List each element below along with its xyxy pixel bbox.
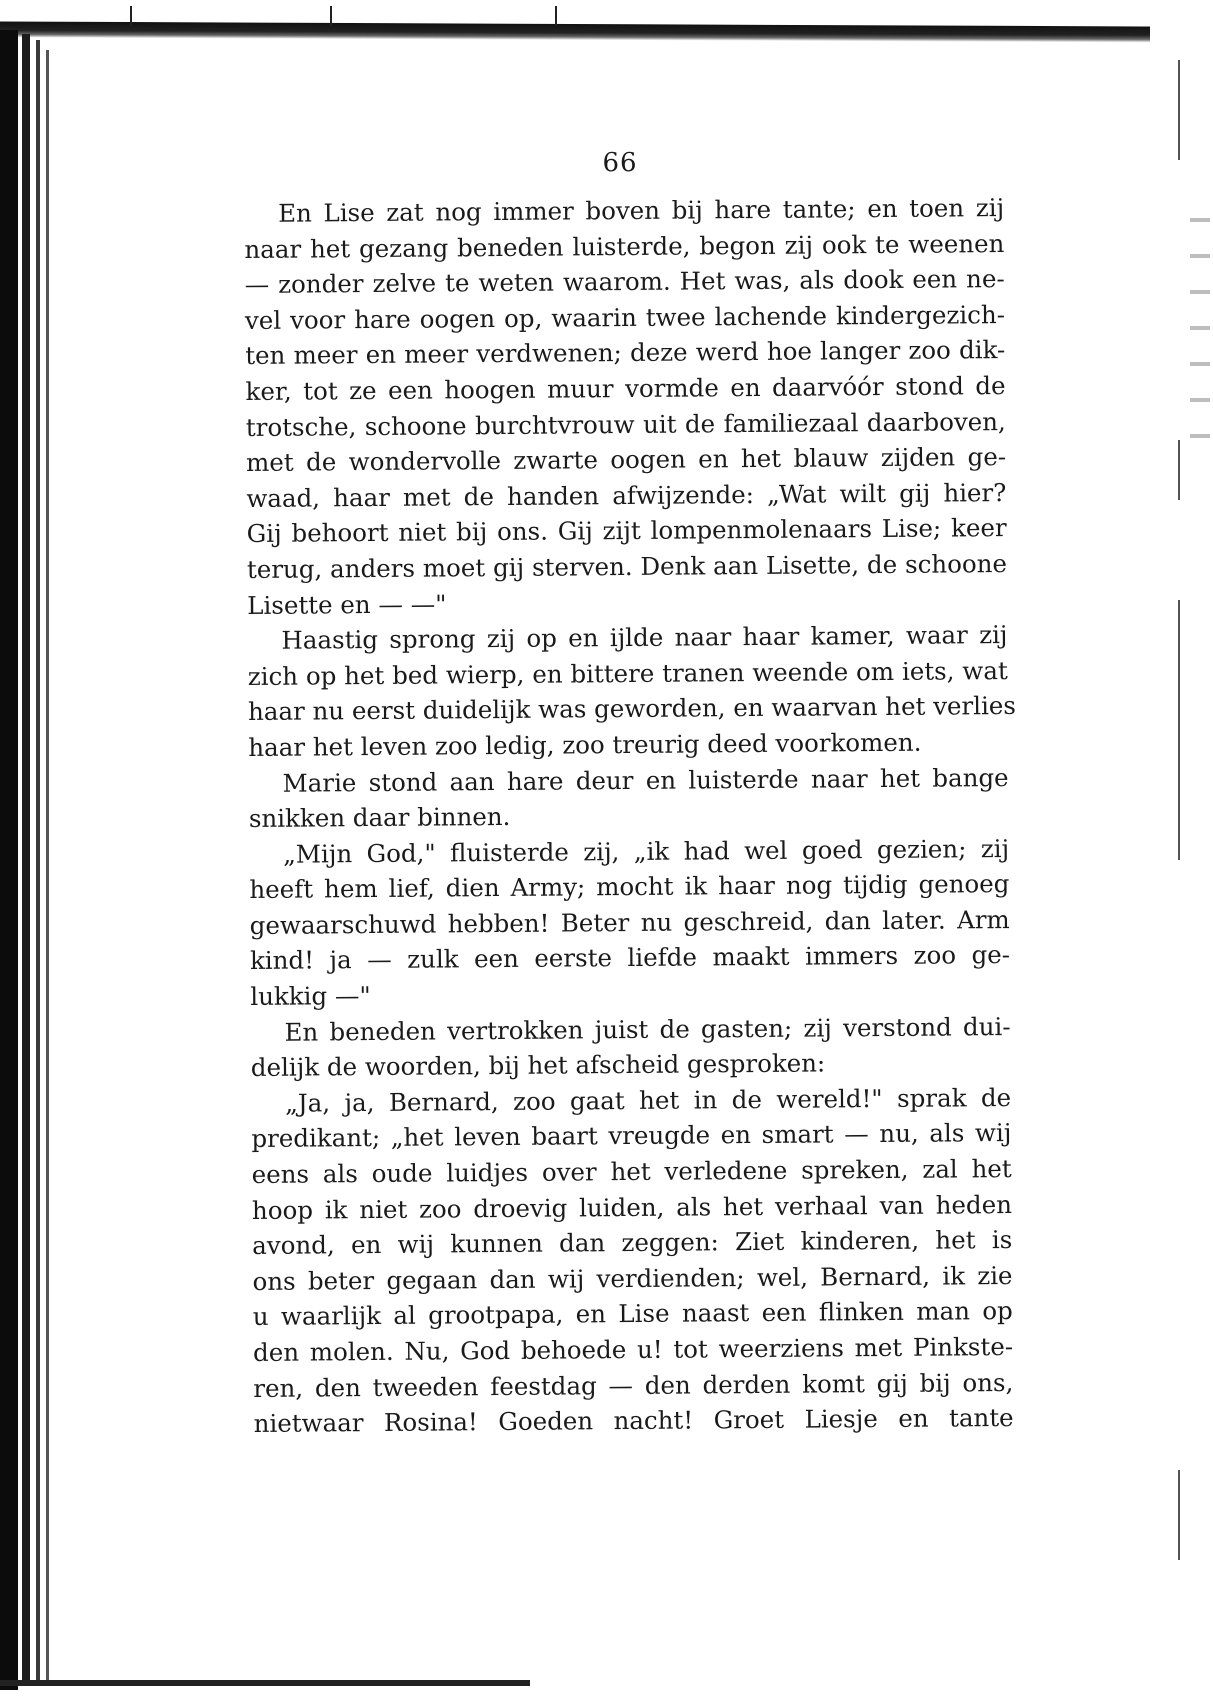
text-line: „Ja, ja, Bernard, zoo gaat het in de wereld!" sprak de (285, 1082, 1012, 1118)
text-line: naar het gezang beneden luisterde, begon zij ook te weenen (244, 228, 1005, 264)
text-line: zich op het bed wierp, en bittere tranen weende om iets, wat (247, 655, 1008, 691)
text-line: haar het leven zoo ledig, zoo treurig deed voorkomen. (248, 727, 922, 762)
scan-noise (1190, 200, 1210, 460)
text-line: delijk de woorden, bij het afscheid gesproken: (250, 1048, 826, 1083)
text-line: ker, tot ze een hoogen muur vormde en daarvóór stond de (245, 370, 1006, 406)
text-line: ons beter gegaan dan wij verdienden; wel, Bernard, ik zie (252, 1260, 1013, 1296)
text-line: nietwaar Rosina! Goeden nacht! Groet Liesje en tante (253, 1403, 1014, 1439)
text-line: Haastig sprong zij op en ijlde naar haar kamer, waar zij (281, 620, 1008, 655)
text-line: hoop ik niet zoo droevig luiden, als het verhaal van heden (251, 1189, 1013, 1225)
text-line: gewaarschuwd hebben! Beter nu geschreid, dan later. Arm (249, 904, 1010, 940)
scan-right-mark (1178, 1470, 1180, 1560)
text-line: En Lise zat nog immer boven bij hare tante; en toen zij (278, 193, 1005, 228)
text-line: avond, en wij kunnen dan zeggen: Ziet kinderen, het is (252, 1225, 1013, 1261)
scan-mark (130, 6, 132, 26)
text-line: ren, den tweeden feestdag — den derden komt gij bij ons, (253, 1367, 1014, 1403)
text-line: snikken daar binnen. (248, 802, 511, 834)
text-line: haar nu eerst duidelijk was geworden, en waarvan het verlies (247, 691, 1017, 727)
scan-top-edge (0, 21, 1150, 42)
text-line: u waarlijk al grootpapa, en Lise naast een flinken man op (252, 1296, 1013, 1332)
body-text (244, 190, 1017, 1442)
text-line: En beneden vertrokken juist de gasten; zij verstond dui- (284, 1011, 1011, 1047)
text-line: waad, haar met de handen afwijzende: „Wat wilt gij hier? (246, 477, 1007, 513)
text-line: Lisette en — —" (247, 588, 447, 620)
text-line: vel voor hare oogen op, waarin twee lachende kindergezich- (244, 299, 1006, 335)
text-line: lukkig —" (250, 981, 371, 1012)
page-number: 66 (602, 148, 638, 178)
text-line: eens als oude luidjes over het verledene spreken, zal het (251, 1154, 1012, 1190)
scan-mark (555, 6, 557, 26)
scan-mark (330, 6, 332, 26)
text-line: Gij behoort niet bij ons. Gij zijt lompenmolenaars Lise; keer (246, 513, 1007, 549)
scan-binding-edge (0, 30, 18, 1690)
text-line: Marie stond aan hare deur en luisterde naar het bange (282, 762, 1009, 798)
scan-binding-edge (22, 34, 30, 1684)
scan-binding-edge (36, 40, 40, 1680)
scan-right-mark (1178, 440, 1180, 500)
scan-right-mark (1178, 60, 1180, 160)
text-line: ten meer en meer verdwenen; deze werd hoe langer zoo dik- (245, 335, 1006, 371)
scan-binding-edge (46, 50, 49, 1680)
text-line: heeft hem lief, dien Army; mocht ik haar nog tijdig genoeg (249, 869, 1010, 905)
text-line: met de wondervolle zwarte oogen en het blauw zijden ge- (245, 442, 1007, 478)
text-line: — zonder zelve te weten waarom. Het was, als dook een ne- (244, 264, 1005, 300)
text-line: terug, anders moet gij sterven. Denk aan Lisette, de schoone (246, 548, 1008, 584)
text-line: trotsche, schoone burchtvrouw uit de familiezaal daarboven, (245, 406, 1006, 442)
scan-right-mark (1178, 600, 1180, 860)
text-line: kind! ja — zulk een eerste liefde maakt immers zoo ge- (249, 940, 1011, 976)
text-line: „Mijn God," fluisterde zij, „ik had wel goed gezien; zij (283, 833, 1010, 869)
scan-bottom-edge (0, 1680, 530, 1686)
text-line: predikant; „het leven baart vreugde en smart — nu, als wij (251, 1118, 1012, 1154)
text-line: den molen. Nu, God behoede u! tot weerziens met Pinkste- (252, 1331, 1014, 1367)
